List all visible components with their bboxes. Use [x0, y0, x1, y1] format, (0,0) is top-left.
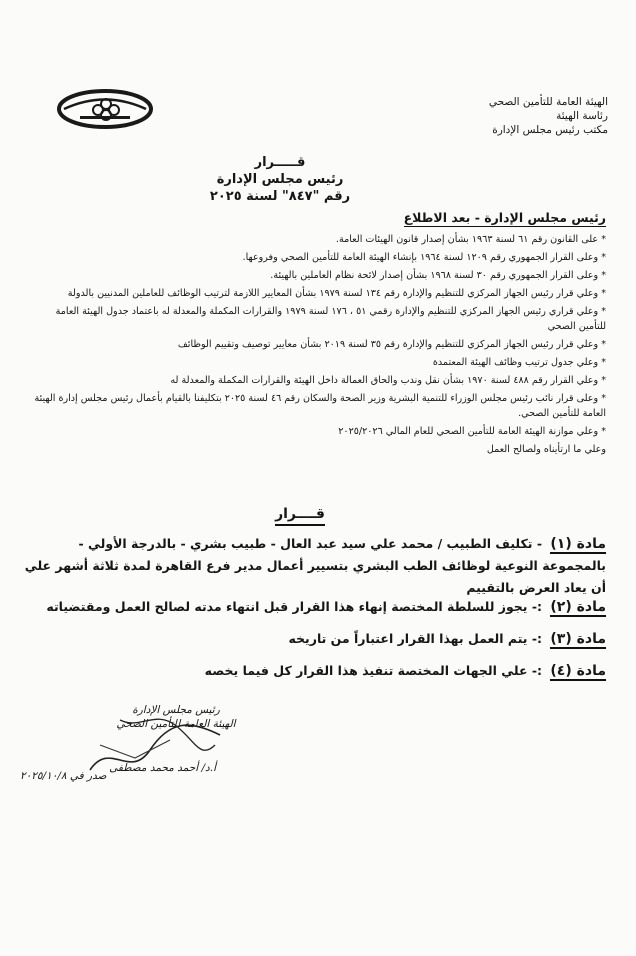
issuer-title: رئيس مجلس الإدارة — [216, 172, 344, 187]
org-office: مكتب رئيس مجلس الإدارة — [492, 124, 608, 136]
decision-heading — [250, 506, 350, 522]
article-4 — [16, 660, 606, 682]
decree-heading: قـــــرار — [254, 155, 306, 170]
recital-item: * وعلي قرار رئيس الجهاز المركزي للتنظيم والإدارة رقم ٣٥ لسنة ٢٠١٩ بشأن معايير توصيف وتقييم الوظائف — [177, 339, 606, 350]
recitals-list — [26, 232, 606, 460]
article-label: مادة (٤) — [550, 663, 606, 679]
recital-item: * وعلى القرار الجمهوري رقم ١٢٠٩ لسنة ١٩٦٤ بإنشاء الهيئة العامة للتأمين الصحي وفروعها. — [242, 252, 606, 263]
issue-date: صدر في ٢٠٢٥/١٠/٨ — [20, 770, 107, 782]
article-text: :- يتم العمل بهذا القرار اعتباراً من تاريخه — [288, 631, 547, 646]
organization-header — [408, 95, 608, 137]
decree-title — [150, 155, 410, 204]
decree-number: رقم "٨٤٧" لسنة ٢٠٢٥ — [209, 189, 351, 204]
org-name: الهيئة العامة للتأمين الصحي — [488, 96, 608, 108]
signatory-name: أ.د/ أحمد محمد مصطفى — [109, 762, 216, 774]
article-text: - تكليف الطبيب / محمد علي سيد عبد العال - طبيب بشري - بالدرجة الأولي - بالمجموعة النوعية لوظائف الطب البشري بتسيير أعمال مدير فرع القاهرة لمدة ثلاثة أشهر علي أن يعاد العرض بالتقييم — [24, 536, 606, 595]
article-label: مادة (٢) — [550, 599, 606, 615]
recital-item: * وعلي جدول ترتيب وظائف الهيئة المعتمدة — [432, 357, 606, 368]
recital-item: * وعلي قراري رئيس الجهاز المركزي للتنظيم والإدارة رقمي ٥١ ، ١٧٦ لسنة ١٩٧٩ والقرارات المكملة والمعدلة له باعتماد جدول الهيئة العامة للتأمين الصحي — [55, 306, 606, 332]
article-text: :- يجوز للسلطة المختصة إنهاء هذا القرار قبل انتهاء مدته لصالح العمل ومقتضياته — [46, 599, 547, 614]
recital-item: * وعلي القرار رقم ٤٨٨ لسنة ١٩٧٠ بشأن نقل وندب والحاق العمالة داخل الهيئة والقرارات المكملة والمعدلة له — [170, 375, 606, 386]
recital-item: * وعلي قرار رئيس الجهاز المركزي للتنظيم والإدارة رقم ١٣٤ لسنة ١٩٧٩ بشأن المعايير اللازمة لترتيب الوظائف للعاملين المدنيين بالدولة — [67, 288, 606, 299]
health-insurance-logo-icon — [56, 88, 154, 130]
org-presidency: رئاسة الهيئة — [556, 110, 608, 122]
article-3 — [16, 628, 606, 650]
recital-item: وعلي ما ارتأيناه ولصالح العمل — [486, 444, 606, 455]
recital-item: * على القانون رقم ٦١ لسنة ١٩٦٣ بشأن إصدار قانون الهيئات العامة. — [335, 234, 606, 245]
decision-heading-text: قــــرار — [275, 506, 325, 526]
recitals-heading-text: رئيس مجلس الإدارة - بعد الاطلاع — [403, 210, 606, 225]
article-label: مادة (١) — [550, 536, 606, 552]
recitals-heading — [404, 210, 606, 225]
signatory-role: رئيس مجلس الإدارة — [132, 704, 220, 716]
article-text: :- علي الجهات المختصة تنفيذ هذا القرار كل فيما يخصه — [204, 663, 547, 678]
article-label: مادة (٣) — [550, 631, 606, 647]
recital-item: * وعلى قرار نائب رئيس مجلس الوزراء للتنمية البشرية وزير الصحة والسكان رقم ٤٦ لسنة ٢٠٢٥ بتكليفنا بالقيام بأعمال رئيس مجلس إدارة الهيئة العامة للتأمين الصحي. — [34, 393, 606, 419]
signatory-org: الهيئة العامة للتأمين الصحي — [116, 718, 236, 730]
recital-item: * وعلى القرار الجمهوري رقم ٣٠ لسنة ١٩٦٨ بشأن إصدار لائحة نظام العاملين بالهيئة. — [270, 270, 606, 281]
recital-item: * وعلي موازنة الهيئة العامة للتأمين الصحي للعام المالي ٢٠٢٥/٢٠٢٦ — [338, 426, 606, 437]
article-1 — [16, 533, 606, 599]
article-2 — [16, 596, 606, 618]
